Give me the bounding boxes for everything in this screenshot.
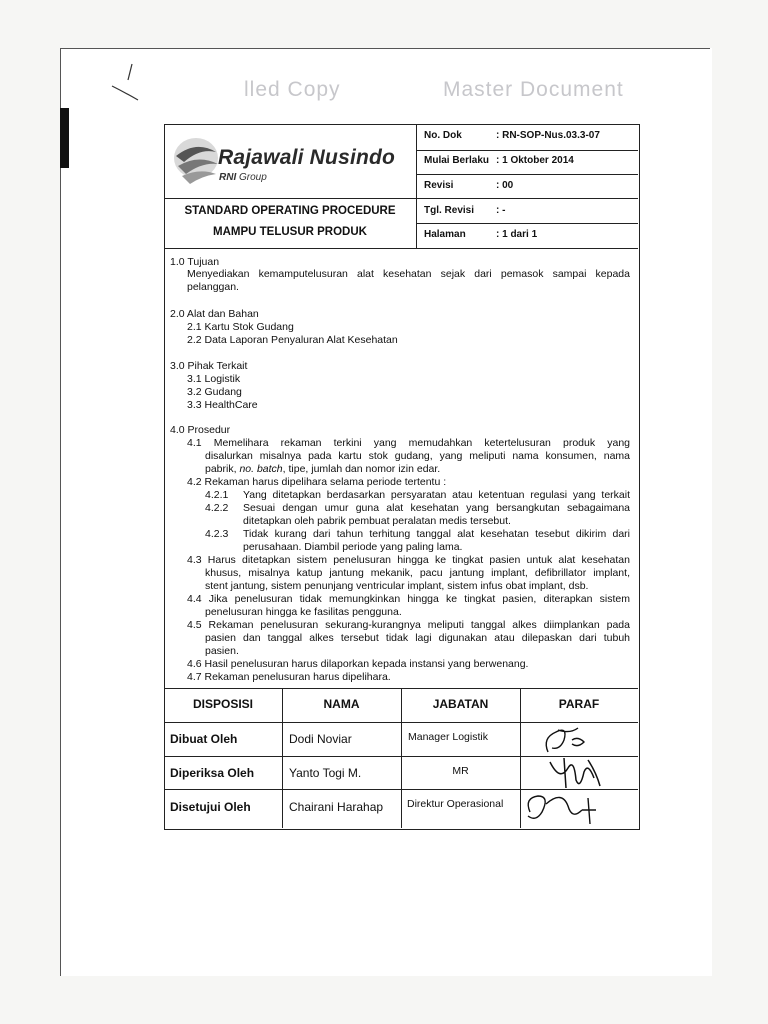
procedure-4-2-1: Yang ditetapkan berdasarkan persyaratan atau ketentuan regulasi yang terkait (243, 489, 630, 501)
row-dibuat-jabatan: Manager Logistik (408, 731, 488, 743)
procedure-4-3: 4.3 Harus ditetapkan sistem penelusuran hingga ke tingkat pasien untuk alat kesehatan (187, 554, 630, 566)
meta-value-tgl-revisi: : - (496, 205, 506, 216)
procedure-4-4: 4.4 Jika penelusuran tidak memungkinkan hingga ke tingkat pasien, diterapkan sistem (187, 593, 630, 605)
master-document-stamp: Master Document (443, 78, 624, 101)
procedure-4-2: 4.2 Rekaman harus dipelihara selama periode tertentu : (187, 476, 447, 488)
page-edge-left (60, 48, 61, 976)
pen-mark-icon (108, 60, 158, 110)
row-disetujui-disposisi: Disetujui Oleh (170, 800, 251, 814)
procedure-4-5: 4.5 Rekaman penelusuran sekurang-kurangnya meliputi tanggal alkes diimplankan pada (187, 619, 630, 631)
meta-label-no-dok: No. Dok (424, 130, 462, 141)
section-1-heading: 1.0 Tujuan (170, 256, 220, 268)
meta-label-revisi: Revisi (424, 180, 454, 191)
header-divider (416, 124, 417, 248)
section-1-text-cont: pelanggan. (187, 281, 239, 293)
header-paraf: PARAF (558, 697, 600, 711)
section-2-heading: 2.0 Alat dan Bahan (170, 308, 259, 320)
meta-value-no-dok: : RN-SOP-Nus.03.3-07 (496, 130, 600, 141)
section-3-item-1: 3.1 Logistik (187, 373, 241, 385)
procedure-4-5-cont-2: pasien. (205, 645, 239, 657)
page-edge-top (60, 48, 710, 49)
procedure-4-1-cont: disalurkan misalnya pada kartu stok gudang, yang meliputi nama konsumen, nama (205, 450, 630, 462)
section-3-item-3: 3.3 HealthCare (187, 399, 258, 411)
scan-shadow-mark (60, 108, 69, 168)
section-4-heading: 4.0 Prosedur (170, 424, 231, 436)
row-dibuat-nama: Dodi Noviar (289, 732, 352, 746)
meta-value-halaman: : 1 dari 1 (496, 229, 538, 240)
sop-title-line-2: MAMPU TELUSUR PRODUK (213, 226, 367, 238)
header-disposisi: DISPOSISI (192, 697, 254, 711)
meta-value-mulai-berlaku: : 1 Oktober 2014 (496, 155, 574, 166)
company-name: Rajawali Nusindo (218, 146, 396, 169)
row-diperiksa-jabatan: MR (452, 765, 469, 777)
signature-disetujui-icon (522, 786, 602, 828)
procedure-4-7: 4.7 Rekaman penelusuran harus dipelihara. (187, 671, 391, 683)
procedure-4-4-cont: penelusuran hingga ke fasilitas pengguna. (205, 606, 402, 618)
section-3-item-2: 3.2 Gudang (187, 386, 242, 398)
section-3-heading: 3.0 Pihak Terkait (170, 360, 248, 372)
section-2-item-2: 2.2 Data Laporan Penyaluran Alat Kesehatan (187, 334, 398, 346)
procedure-4-2-2-number: 4.2.2 (205, 502, 229, 514)
meta-value-revisi: : 00 (496, 180, 514, 191)
procedure-4-2-2-cont: ditetapkan oleh pabrik pembuat peralatan medis tersebut. (243, 515, 511, 527)
procedure-4-3-cont: khusus, misalnya katup jantung mekanik, pacu jantung implant, defibrillator implant, (205, 567, 630, 579)
controlled-copy-stamp: lled Copy (244, 78, 341, 101)
row-disetujui-jabatan: Direktur Operasional (407, 798, 504, 810)
row-diperiksa-nama: Yanto Togi M. (289, 766, 362, 780)
sop-title-line-1: STANDARD OPERATING PROCEDURE (184, 205, 396, 217)
meta-label-halaman: Halaman (424, 229, 466, 240)
procedure-4-5-cont: pasien dan tanggal alkes tersebut tidak lagi digunakan atau dilepaskan dari tubuh (205, 632, 630, 644)
procedure-4-2-3-number: 4.2.3 (205, 528, 229, 540)
section-1-text: Menyediakan kemamputelusuran alat kesehatan sejak dari pemasok sampai kepada (187, 268, 630, 280)
procedure-4-2-3: Tidak kurang dari tahun terhitung tanggal alat kesehatan tesebut dikirim dari (243, 528, 630, 540)
procedure-4-1-cont-2: pabrik, no. batch, tipe, jumlah dan nomor izin edar. (205, 463, 441, 475)
procedure-4-2-2: Sesuai dengan umur guna alat kesehatan yang bersangkutan sebagaimana (243, 502, 630, 514)
company-group: RNI Group (219, 172, 267, 183)
meta-label-tgl-revisi: Tgl. Revisi (424, 205, 475, 216)
procedure-4-1: 4.1 Memelihara rekaman terkini yang memudahkan ketertelusuran produk yang (187, 437, 630, 449)
procedure-4-6: 4.6 Hasil penelusuran harus dilaporkan kepada instansi yang berwenang. (187, 658, 529, 670)
procedure-4-2-3-cont: perusahaan. Diambil periode yang paling lama. (243, 541, 463, 553)
procedure-4-3-cont-2: stent jantung, sistem penunjang ventricular implant, sistem infus obat implant, dsb. (205, 580, 589, 592)
header-jabatan: JABATAN (432, 697, 489, 711)
meta-label-mulai-berlaku: Mulai Berlaku (424, 155, 490, 166)
row-dibuat-disposisi: Dibuat Oleh (170, 732, 238, 746)
section-2-item-1: 2.1 Kartu Stok Gudang (187, 321, 294, 333)
procedure-4-2-1-number: 4.2.1 (205, 489, 229, 501)
header-nama: NAMA (323, 697, 360, 711)
row-disetujui-nama: Chairani Harahap (289, 800, 384, 814)
row-diperiksa-disposisi: Diperiksa Oleh (170, 766, 255, 780)
